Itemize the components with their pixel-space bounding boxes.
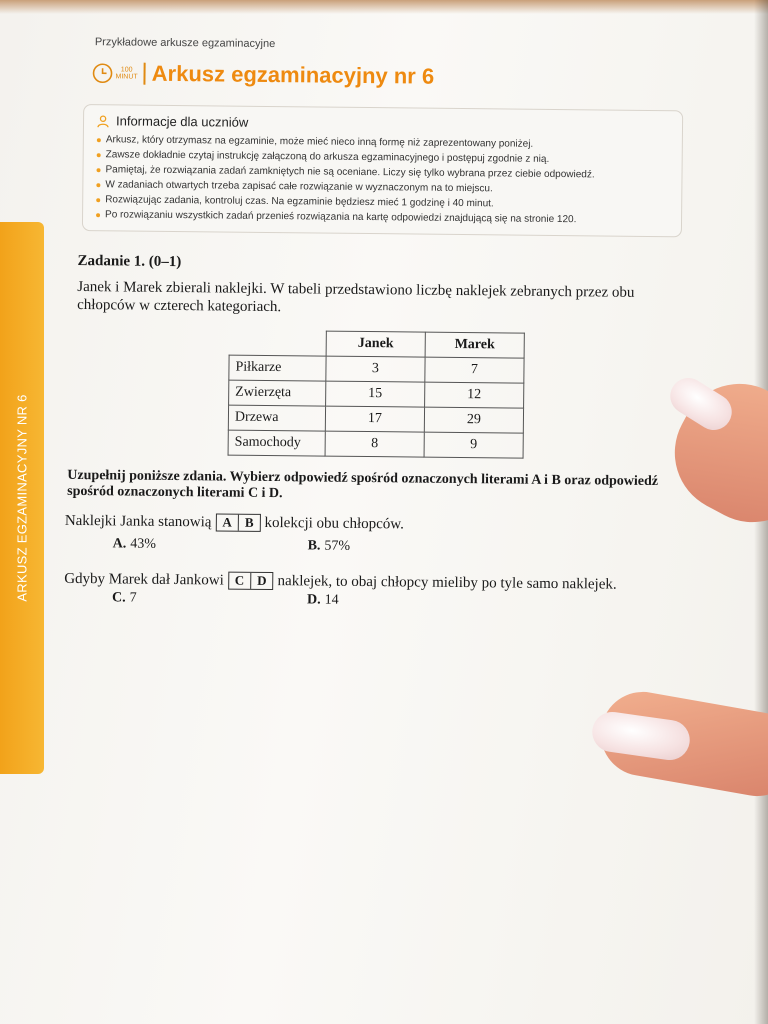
time-limit (115, 66, 137, 80)
time-limit-unit: MINUT (115, 73, 138, 81)
info-item: Zawsze dokładnie czytaj instrukcję załączoną do arkusza egzaminacyjnego i postępuj zgodnie z nią. (96, 149, 670, 167)
marek-cell: 7 (425, 357, 524, 383)
side-tab-label: ARKUSZ EGZAMINACYJNY NR 6 (14, 394, 30, 602)
category-cell: Piłkarze (229, 355, 326, 381)
janek-cell: 3 (326, 356, 425, 382)
info-box (82, 104, 683, 237)
info-item: Po rozwiązaniu wszystkich zadań przenieś rozwiązania na kartę odpowiedzi znajdującą się na stronie 120. (95, 209, 669, 227)
question-2-after: naklejek, to obaj chłopcy mieliby po tyle samo naklejek. (277, 572, 617, 593)
janek-cell: 15 (326, 381, 425, 407)
info-item: Rozwiązując zadania, kontroluj czas. Na egzaminie będziesz mieć 1 godzinę i 40 minut. (95, 194, 669, 212)
option-letter: A. (112, 536, 127, 552)
answer-box-ab[interactable] (215, 513, 260, 531)
marek-cell: 12 (425, 382, 524, 408)
info-item: Arkusz, który otrzymasz na egzaminie, może mieć nieco inną formę niż zaprezentowany poniżej. (96, 134, 670, 152)
option-b[interactable] (308, 538, 503, 556)
title-row (91, 60, 689, 92)
option-c[interactable] (112, 590, 307, 608)
page-top-shadow (0, 0, 768, 14)
category-cell: Zwierzęta (229, 380, 326, 406)
task-instruction: Uzupełnij poniższe zdania. Wybierz odpowiedź spośród oznaczonych literami A i B oraz odpowiedź spośród oznaczonych literami C i D. (67, 467, 659, 502)
stickers-table (228, 330, 525, 459)
option-d[interactable] (307, 592, 502, 610)
question-2-options (112, 590, 684, 612)
answer-box-letter-a[interactable]: A (222, 514, 232, 530)
table-header-row (229, 330, 524, 358)
info-item: W zadaniach otwartych trzeba zapisać całe rozwiązanie w wyznaczonym na to miejscu. (95, 179, 669, 197)
question-1-after: kolekcji obu chłopców. (264, 514, 405, 532)
info-heading-row (96, 113, 670, 134)
answer-box-letter-c[interactable]: C (234, 572, 245, 588)
table-row (229, 380, 524, 408)
time-limit-value: 100 (120, 66, 133, 74)
category-cell: Samochody (228, 430, 325, 456)
question-2-before: Gdyby Marek dał Jankowi (64, 570, 224, 589)
info-list (95, 134, 670, 227)
question-1 (65, 512, 685, 536)
option-text: 7 (129, 590, 137, 606)
question-1-before: Naklejki Janka stanowią (64, 512, 212, 530)
student-icon (96, 114, 110, 128)
task-intro: Janek i Marek zbierali naklejki. W tabeli przedstawiono liczbę naklejek zebranych przez obu chłopców w czterech kategoriach. (77, 278, 635, 316)
clock-icon (91, 62, 113, 84)
page-content (64, 30, 690, 612)
janek-cell: 17 (325, 406, 424, 432)
table-row (228, 405, 523, 433)
option-text: 43% (130, 536, 156, 552)
column-header-janek: Janek (326, 331, 425, 357)
info-item: Pamiętaj, że rozwiązania zadań zamkniętych nie są oceniane. Liczy się tylko wybrana przez ciebie odpowiedź. (95, 164, 669, 182)
option-a[interactable] (113, 536, 308, 554)
marek-cell: 29 (424, 407, 523, 433)
marek-cell: 9 (424, 432, 523, 458)
option-text: 14 (324, 592, 339, 608)
table-corner (229, 330, 326, 356)
column-header-marek: Marek (425, 332, 524, 358)
breadcrumb: Przykładowe arkusze egzaminacyjne (94, 36, 276, 51)
answer-box-letter-d[interactable]: D (250, 573, 273, 589)
title-divider (144, 63, 146, 85)
option-letter: D. (306, 592, 321, 608)
janek-cell: 8 (325, 431, 424, 457)
option-letter: C. (111, 590, 126, 606)
option-text: 57% (324, 538, 351, 554)
page-title: Arkusz egzaminacyjny nr 6 (151, 60, 435, 89)
answer-box-letter-b[interactable]: B (238, 515, 260, 531)
table-row (229, 355, 524, 383)
table-row (228, 430, 523, 458)
question-1-options (113, 536, 685, 558)
info-heading: Informacje dla uczniów (115, 113, 249, 130)
option-letter: B. (307, 538, 321, 554)
answer-box-cd[interactable] (228, 572, 274, 590)
category-cell: Drzewa (228, 405, 325, 431)
task-heading: Zadanie 1. (0–1) (77, 252, 182, 271)
